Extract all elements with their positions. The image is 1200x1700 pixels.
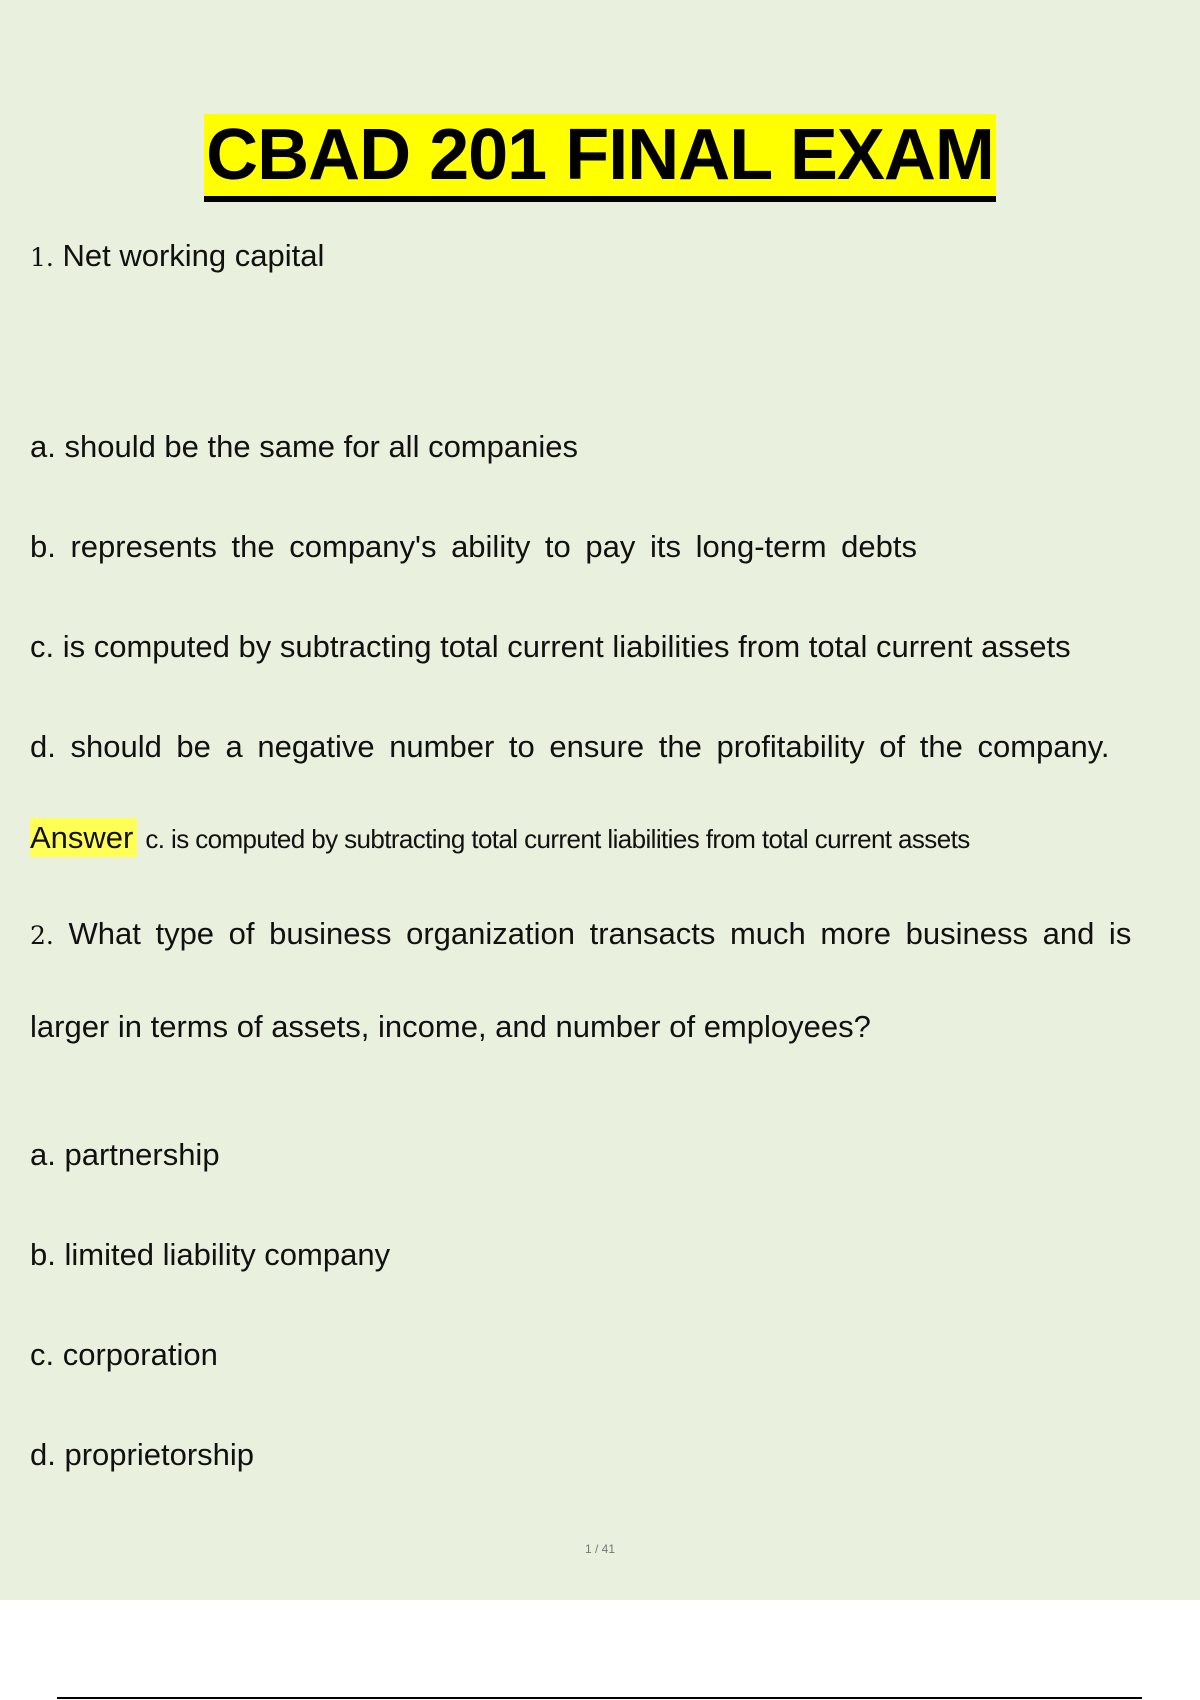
question-2-option-d: d. proprietorship [30,1437,255,1472]
question-1-text: Net working capital [62,238,325,273]
page-number: 1 / 41 [584,1542,616,1556]
question-2-text-line1: What type of business organization transacts much more business and is [68,916,1132,951]
question-2-option-c: c. corporation [30,1337,218,1372]
question-2 [30,914,1131,956]
question-1 [30,236,324,278]
answer-label: Answer [30,818,137,857]
question-1-answer [30,818,970,859]
question-1-option-b: b. represents the company's ability to pay its long-term debts [30,529,917,564]
footer-divider [57,1697,1142,1699]
question-1-option-d: d. should be a negative number to ensure the profitability of the company. [30,729,1110,764]
title-container [0,114,1200,202]
question-1-option-c: c. is computed by subtracting total current liabilities from total current assets [30,629,1071,664]
answer-text: c. is computed by subtracting total current liabilities from total current assets [145,824,970,854]
question-2-option-b: b. limited liability company [30,1237,391,1272]
question-2-number: 2. [30,921,54,950]
exam-title: CBAD 201 FINAL EXAM [204,114,996,202]
question-1-number: 1. [30,243,54,272]
question-2-text-line2: larger in terms of assets, income, and number of employees? [30,1009,871,1044]
question-1-option-a: a. should be the same for all companies [30,429,578,464]
question-2-option-a: a. partnership [30,1137,220,1172]
